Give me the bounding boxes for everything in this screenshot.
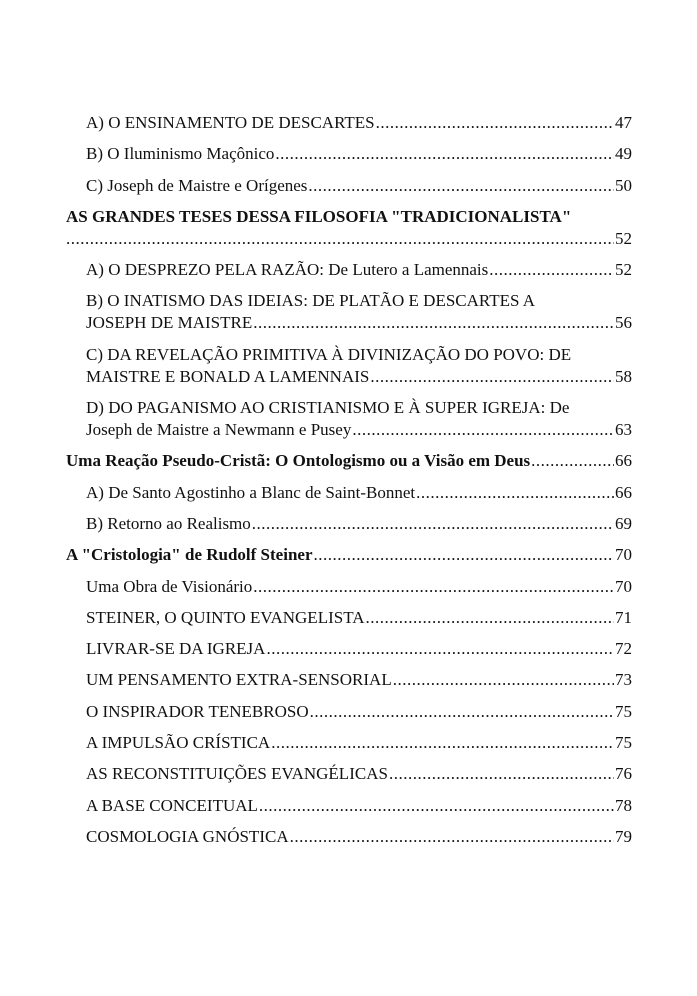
toc-entry[interactable] [66, 290, 632, 334]
toc-entry-title: A BASE CONCEITUAL [86, 795, 258, 815]
toc-page-number: 75 [615, 701, 632, 721]
toc-entry-title-line1: C) DA REVELAÇÃO PRIMITIVA À DIVINIZAÇÃO DO POVO: DE [86, 344, 572, 364]
toc-entry-title: B) O Iluminismo Maçônico [86, 144, 275, 164]
toc-entry-title: UM PENSAMENTO EXTRA-SENSORIAL [86, 670, 392, 690]
toc-entry[interactable] [66, 513, 632, 535]
toc-entry-title: B) Retorno ao Realismo [86, 513, 251, 533]
toc-entry[interactable] [66, 397, 632, 441]
toc-entry[interactable] [66, 826, 632, 848]
toc-page-number: 71 [615, 607, 632, 627]
toc-section-title: Uma Reação Pseudo-Cristã: O Ontologismo ou a Visão em Deus [66, 451, 531, 471]
toc-page-number: 47 [615, 113, 632, 132]
dot-leader [259, 795, 614, 817]
toc-page-number: 75 [615, 733, 632, 753]
dot-leader [253, 312, 614, 334]
dot-leader [253, 576, 614, 598]
toc-page-number: 58 [615, 366, 632, 386]
dot-leader [352, 419, 614, 441]
toc-entry[interactable] [66, 669, 632, 691]
dot-leader [271, 732, 614, 754]
table-of-contents [66, 112, 632, 857]
toc-page-number: 73 [615, 670, 632, 690]
toc-page-number: 76 [615, 764, 632, 784]
dot-leader [393, 669, 614, 691]
dot-leader [252, 513, 614, 535]
toc-entry-title-line2: JOSEPH DE MAISTRE [86, 313, 253, 333]
toc-entry-title-line2: MAISTRE E BONALD A LAMENNAIS [86, 366, 370, 386]
toc-page-number: 63 [615, 420, 632, 440]
toc-entry[interactable] [66, 344, 632, 388]
dot-leader [290, 826, 614, 848]
toc-page-number: 79 [615, 826, 632, 846]
toc-entry[interactable] [66, 482, 632, 504]
toc-entry-title-line2: Joseph de Maistre a Newmann e Pusey [86, 420, 352, 440]
toc-entry-title: AS RECONSTITUIÇÕES EVANGÉLICAS [86, 764, 388, 784]
toc-entry[interactable] [66, 701, 632, 723]
dot-leader [66, 228, 614, 250]
toc-page-number: 72 [615, 639, 632, 659]
toc-entry-title: C) Joseph de Maistre e Orígenes [86, 175, 308, 195]
toc-page-number: 52 [615, 228, 632, 248]
toc-entry-title: STEINER, O QUINTO EVANGELISTA [86, 607, 365, 627]
dot-leader [275, 143, 614, 165]
toc-page-number: 50 [615, 175, 632, 195]
dot-leader [266, 638, 614, 660]
dot-leader [376, 112, 614, 134]
toc-entry-title: COSMOLOGIA GNÓSTICA [86, 826, 289, 846]
toc-page-number: 69 [615, 513, 632, 533]
toc-entry[interactable] [66, 795, 632, 817]
toc-section-title: A "Cristologia" de Rudolf Steiner [66, 545, 313, 565]
toc-entry-title: Uma Obra de Visionário [86, 576, 253, 596]
toc-page-number: 70 [615, 545, 632, 565]
toc-entry[interactable] [66, 259, 632, 281]
dot-leader [416, 482, 614, 504]
toc-entry-title: LIVRAR-SE DA IGREJA [86, 639, 266, 659]
toc-page-number: 52 [615, 260, 632, 280]
dot-leader [366, 607, 615, 629]
toc-entry[interactable] [66, 638, 632, 660]
toc-entry[interactable] [66, 175, 632, 197]
toc-section-title: AS GRANDES TESES DESSA FILOSOFIA "TRADICIONALISTA" [66, 206, 572, 226]
toc-entry-title: A) O ENSINAMENTO DE DESCARTES [86, 113, 375, 132]
toc-page-number: 70 [615, 576, 632, 596]
toc-entry-title: A) De Santo Agostinho a Blanc de Saint-Bonnet [86, 482, 416, 502]
dot-leader [531, 450, 614, 472]
toc-page-number: 49 [615, 144, 632, 164]
toc-entry-title: A) O DESPREZO PELA RAZÃO: De Lutero a Lamennais [86, 260, 489, 280]
toc-entry-title-line1: B) O INATISMO DAS IDEIAS: DE PLATÃO E DESCARTES A [86, 291, 536, 311]
toc-section-heading[interactable] [66, 544, 632, 566]
dot-leader [313, 544, 614, 566]
toc-page-number: 66 [615, 451, 632, 471]
toc-entry[interactable] [66, 143, 632, 165]
toc-section-heading[interactable] [66, 450, 632, 472]
toc-entry-title: O INSPIRADOR TENEBROSO [86, 701, 309, 721]
dot-leader [389, 763, 614, 785]
dot-leader [370, 366, 614, 388]
dot-leader [310, 701, 614, 723]
toc-entry[interactable] [66, 763, 632, 785]
toc-entry[interactable] [66, 732, 632, 754]
toc-page-number: 66 [615, 482, 632, 502]
toc-section-heading[interactable] [66, 206, 632, 250]
dot-leader [489, 259, 614, 281]
toc-entry-title: A IMPULSÃO CRÍSTICA [86, 733, 271, 753]
dot-leader [308, 175, 614, 197]
toc-entry-title-line1: D) DO PAGANISMO AO CRISTIANISMO E À SUPER IGREJA: De [86, 398, 570, 418]
toc-entry[interactable] [66, 112, 632, 134]
toc-entry[interactable] [66, 576, 632, 598]
toc-page-number: 78 [615, 795, 632, 815]
toc-entry[interactable] [66, 607, 632, 629]
toc-page-number: 56 [615, 313, 632, 333]
